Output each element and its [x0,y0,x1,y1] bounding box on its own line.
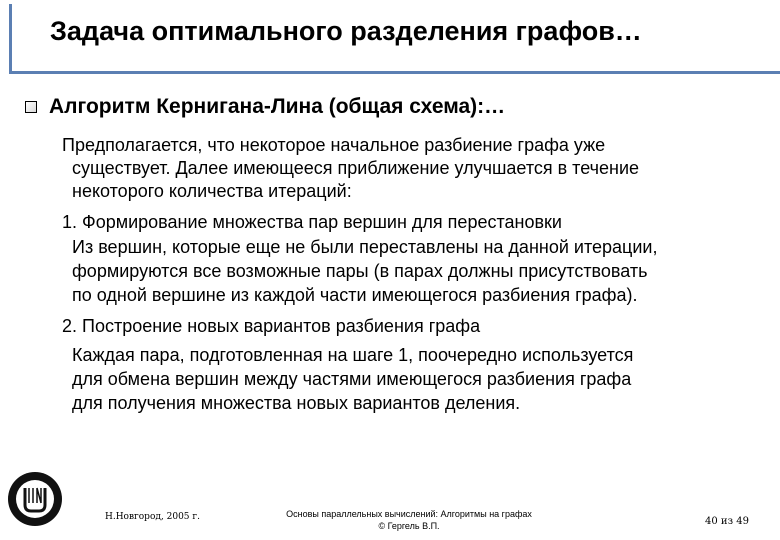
body-line-5: Из вершин, которые еще не были переставлены на данной итерации, [72,237,658,257]
body-line-7: по одной вершине из каждой части имеющегося разбиения графа). [72,285,638,305]
step-2-heading: 2. Построение новых вариантов разбиения графа [62,316,481,336]
footer-course [270,508,548,532]
square-bullet-icon [25,101,37,113]
body-line-11: для получения множества новых вариантов деления. [72,393,521,413]
body-line-10: для обмена вершин между частями имеющегося разбиения графа [72,369,632,389]
title-accent-bar [9,4,12,72]
university-logo-icon [6,470,64,528]
footer-location: Н.Новгород, 2005 г. [105,512,200,522]
bullet-heading [25,95,505,119]
body-line-6: формируются все возможные пары (в парах должны присутствовать [72,261,648,281]
step-1-heading: 1. Формирование множества пар вершин для перестановки [62,212,562,232]
footer-author: © Гергель В.П. [378,521,440,531]
footer-course-title: Основы параллельных вычислений: Алгоритмы на графах [286,509,532,519]
page-number: 40 из 49 [705,516,749,527]
slide-title: Задача оптимального разделения графов… [50,16,642,46]
title-underline [9,71,780,74]
body-line-1: Предполагается, что некоторое начальное разбиение графа уже [62,135,606,155]
body-line-9: Каждая пара, подготовленная на шаге 1, поочередно используется [72,345,634,365]
body-line-2: существует. Далее имеющееся приближение улучшается в течение [72,158,640,178]
body-line-3: некоторого количества итераций: [72,181,352,201]
bullet-heading-text: Алгоритм Кернигана-Лина (общая схема):… [49,95,506,118]
